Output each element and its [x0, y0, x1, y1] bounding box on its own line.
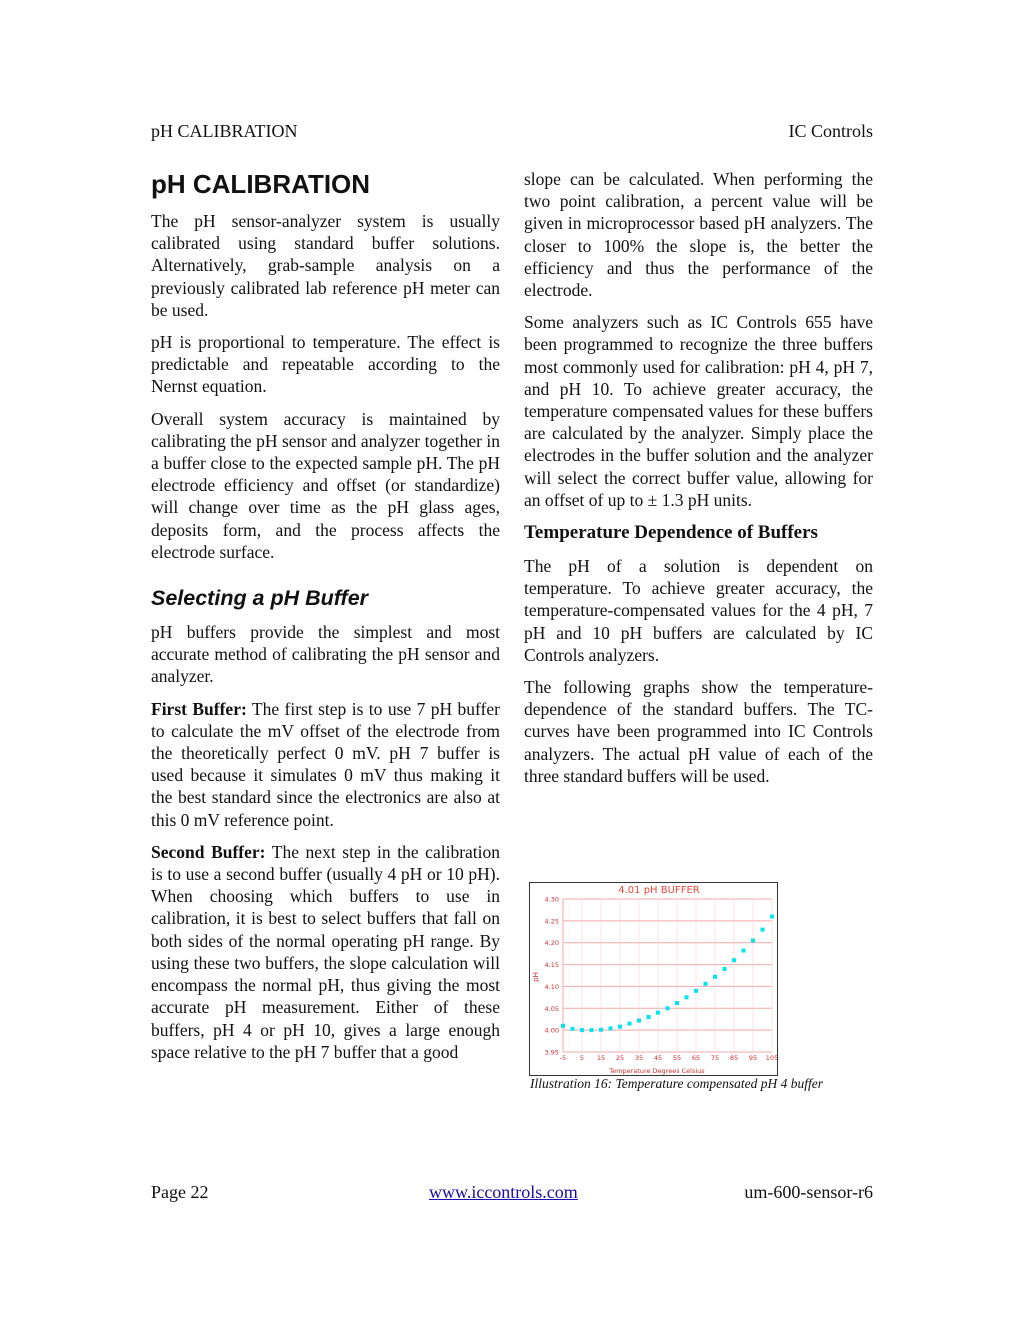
x-tick-label: 45 [653, 1054, 663, 1062]
paragraph-intro: The pH sensor-analyzer system is usually calibrated using standard buffer solutions. Alternatively, grab-sample analysis on a previously calibrated lab reference pH meter can be used. [151, 211, 500, 320]
y-tick-label: 4.15 [544, 961, 559, 970]
y-tick-label: 4.25 [544, 917, 559, 926]
data-point [628, 1022, 632, 1026]
x-tick-label: 75 [710, 1054, 720, 1062]
x-tick-label: 35 [634, 1054, 644, 1062]
section-title-selecting-buffer: Selecting a pH Buffer [151, 586, 369, 611]
data-point [704, 982, 708, 986]
paragraph-second-buffer [151, 841, 500, 1063]
footer-page-number: Page 22 [151, 1182, 209, 1202]
chart-svg [529, 882, 778, 1076]
data-point [675, 1001, 679, 1005]
data-point [685, 995, 689, 999]
x-tick-label: 15 [596, 1054, 606, 1062]
x-tick-label: 85 [729, 1054, 739, 1062]
second-buffer-label: Second Buffer: [151, 841, 266, 862]
footer-document-id: um-600-sensor-r6 [744, 1182, 873, 1202]
data-point [618, 1025, 622, 1029]
page-header [151, 121, 873, 143]
y-tick-label: 4.05 [544, 1004, 559, 1013]
x-tick-label: 25 [615, 1054, 625, 1062]
right-column [524, 168, 873, 797]
data-point [713, 975, 717, 979]
page-title: pH CALIBRATION [151, 169, 371, 199]
ph4-buffer-chart [529, 882, 778, 1076]
data-point [770, 914, 774, 918]
footer-website-link[interactable]: www.iccontrols.com [429, 1182, 578, 1202]
data-point [656, 1011, 660, 1015]
x-tick-label: 5 [579, 1054, 585, 1062]
data-point [599, 1028, 603, 1032]
data-point [742, 949, 746, 953]
y-tick-label: 4.00 [544, 1026, 559, 1035]
data-point [561, 1024, 565, 1028]
y-tick-label: 3.95 [544, 1048, 559, 1057]
x-tick-label: 105 [765, 1054, 778, 1062]
paragraph-slope: slope can be calculated. When performing the two point calibration, a percent value will be given in microprocessor based pH analyzers. The closer to 100% the slope is, the better the efficiency and thus the performance of the electrode. [524, 169, 873, 301]
data-point [666, 1006, 670, 1010]
page-footer [151, 1182, 873, 1204]
data-point [637, 1019, 641, 1023]
y-tick-label: 4.10 [544, 982, 559, 991]
data-point [590, 1028, 594, 1032]
data-point [609, 1026, 613, 1030]
y-tick-label: 4.20 [544, 939, 559, 948]
data-point [694, 989, 698, 993]
header-company: IC Controls [788, 121, 873, 141]
left-column [151, 168, 500, 1073]
chart-title: 4.01 pH BUFFER [618, 885, 700, 896]
y-tick-label: 4.30 [544, 895, 559, 904]
data-point [761, 928, 765, 932]
paragraph-buffers: pH buffers provide the simplest and most accurate method of calibrating the pH sensor and analyzer. [151, 622, 500, 687]
paragraph-temperature: pH is proportional to temperature. The effect is predictable and repeatable according to the Nernst equation. [151, 332, 500, 397]
second-buffer-text: The next step in the calibration is to use a second buffer (usually 4 pH or 10 pH). When choosing which buffers to use in calibration, it is best to select buffers that fall on both sides of the normal operating pH range. By using these two buffers, the slope calculation will encompass the normal pH, thus giving the most accurate pH measurement. Either of these buffers, pH 4 or pH 10, gives a large enough space relative to the pH 7 buffer that a good [151, 841, 501, 1062]
subheading-temperature-dependence: Temperature Dependence of Buffers [524, 522, 818, 544]
figure-caption: Illustration 16: Temperature compensated pH 4 buffer [530, 1076, 823, 1091]
x-tick-label: -5 [559, 1054, 567, 1062]
x-axis-label: Temperature Degrees Celsius [609, 1067, 705, 1075]
data-point [723, 967, 727, 971]
first-buffer-label: First Buffer: [151, 698, 247, 719]
paragraph-graphs: The following graphs show the temperature-dependence of the standard buffers. The TC-curves have been programmed into IC Controls analyzers. The actual pH value of each of the three standard buffers will be used. [524, 677, 873, 786]
chart-frame [530, 883, 778, 1076]
x-tick-label: 55 [672, 1054, 682, 1062]
data-point [580, 1028, 584, 1032]
x-tick-label: 65 [691, 1054, 701, 1062]
y-axis-label: pH [532, 972, 540, 982]
paragraph-analyzers: Some analyzers such as IC Controls 655 have been programmed to recognize the three buffers most commonly used for calibration: pH 4, pH 7, and pH 10. To achieve greater accuracy, the temperature compensated values for these buffers are calculated by the analyzer. Simply place the electrodes in the buffer solution and the analyzer will select the correct buffer value, allowing for an offset of up to ± 1.3 pH units. [524, 312, 873, 510]
data-point [647, 1015, 651, 1019]
first-buffer-text: The first step is to use 7 pH buffer to calculate the mV offset of the electrode from the theoretically perfect 0 mV. pH 7 buffer is used because it simulates 0 mV thus making it the best standard since the electronics are also at this 0 mV reference point. [151, 698, 500, 830]
x-tick-label: 95 [748, 1054, 758, 1062]
paragraph-ph-temperature: The pH of a solution is dependent on temperature. To achieve greater accuracy, the temperature-compensated values for the 4 pH, 7 pH and 10 pH buffers are calculated by IC Controls analyzers. [524, 556, 873, 665]
data-point [732, 958, 736, 962]
data-point [571, 1027, 575, 1031]
header-section-title: pH CALIBRATION [151, 121, 298, 141]
data-point [751, 939, 755, 943]
paragraph-accuracy: Overall system accuracy is maintained by calibrating the pH sensor and analyzer together in a buffer close to the expected sample pH. The pH electrode efficiency and offset (or standardize) will change over time as the pH glass ages, deposits form, and the process affects the electrode surface. [151, 408, 500, 562]
paragraph-first-buffer [151, 698, 500, 831]
